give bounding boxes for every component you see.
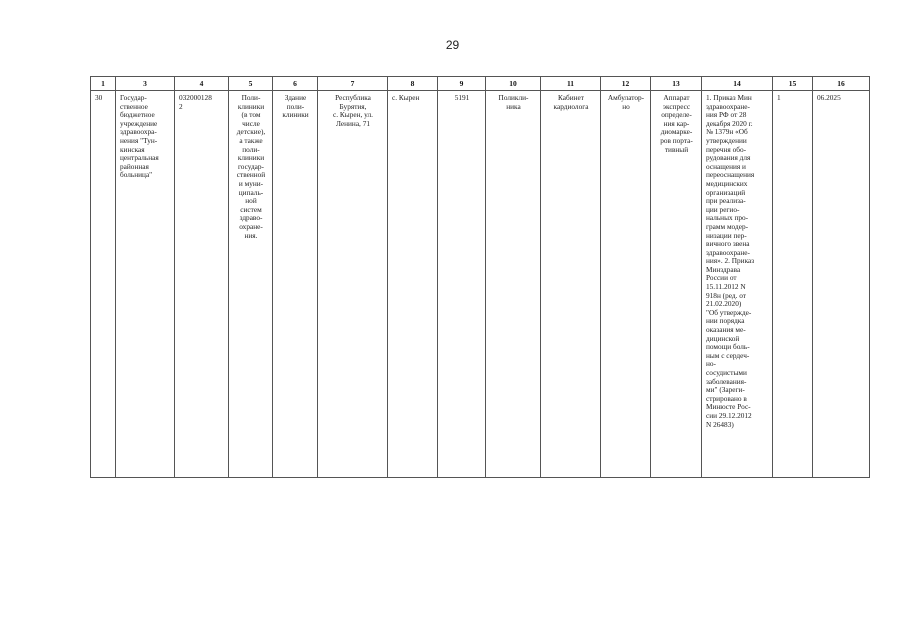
institution-cell: Государ- ственное бюджетное учреждение здравоохра- нения "Тун- кинская центральная районная больница" xyxy=(116,91,175,478)
settlement-cell: с. Кырен xyxy=(388,91,438,478)
header-cell-5: 5 xyxy=(229,77,273,91)
header-cell-10: 10 xyxy=(486,77,541,91)
header-cell-4: 4 xyxy=(175,77,229,91)
header-cell-16: 16 xyxy=(813,77,870,91)
header-cell-13: 13 xyxy=(651,77,702,91)
header-cell-11: 11 xyxy=(541,77,601,91)
header-row xyxy=(91,77,870,91)
page-number: 29 xyxy=(445,38,460,52)
number-cell: 5191 xyxy=(438,91,486,478)
address-cell: Республика Бурятия, с. Кырен, ул. Ленина, 71 xyxy=(318,91,388,478)
equipment-cell: Аппарат экспресс определе- ния кар- диомарке- ров порта- тивный xyxy=(651,91,702,478)
header-cell-3: 3 xyxy=(116,77,175,91)
header-cell-7: 7 xyxy=(318,77,388,91)
header-cell-12: 12 xyxy=(601,77,651,91)
date-cell: 06.2025 xyxy=(813,91,870,478)
care-mode-cell: Амбулатор- но xyxy=(601,91,651,478)
header-cell-14: 14 xyxy=(702,77,773,91)
building-cell: Здание поли- клиники xyxy=(273,91,318,478)
header-cell-6: 6 xyxy=(273,77,318,91)
code-cell: 032000128 2 xyxy=(175,91,229,478)
equipment-table xyxy=(90,76,870,478)
quantity-cell: 1 xyxy=(773,91,813,478)
header-cell-9: 9 xyxy=(438,77,486,91)
header-cell-8: 8 xyxy=(388,77,438,91)
organization-type-cell: Поли- клиники (в том числе детские), а также поли- клиники государ- ственной и муни- ципаль- ной систем здраво- охране- ния. xyxy=(229,91,273,478)
table-row xyxy=(91,91,870,478)
row-number-cell: 30 xyxy=(91,91,116,478)
office-cell: Кабинет кардиолога xyxy=(541,91,601,478)
facility-cell: Поликли- ника xyxy=(486,91,541,478)
regulation-cell: 1. Приказ Мин здравоохране- ния РФ от 28 декабря 2020 г. № 1379н «Об утверждении перечня обо- рудования для оснащения и переоснащения медицинских организаций при реализа- ции регио- нальных про- грамм модер- низации пер- вичного звена здравоохране- ния». 2. Приказ Минздрава России от 15.11.2012 N 918н (ред. от 21.02.2020) "Об утвержде- нии порядка оказания ме- дицинской помощи боль- ным с сердеч- но- сосудистыми заболевания- ми" (Зареги- стрировано в Минюсте Рос- сии 29.12.2012 N 26483) xyxy=(702,91,773,478)
header-cell-15: 15 xyxy=(773,77,813,91)
header-cell-1: 1 xyxy=(91,77,116,91)
